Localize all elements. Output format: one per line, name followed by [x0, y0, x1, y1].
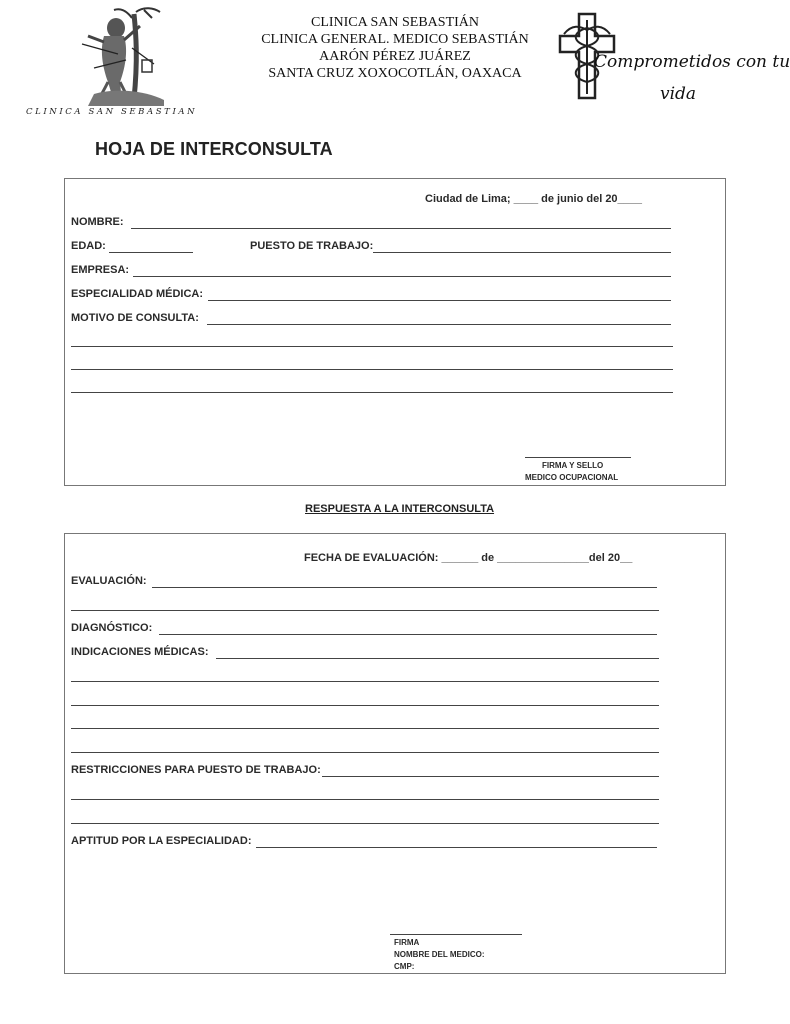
motivo-line-3[interactable] — [71, 369, 673, 370]
evaluacion-line-2[interactable] — [71, 610, 659, 611]
indicaciones-line-2[interactable] — [71, 681, 659, 682]
slogan-line-2: vida — [660, 84, 697, 104]
restricciones-label: RESTRICCIONES PARA PUESTO DE TRABAJO: — [71, 764, 321, 776]
indicaciones-line-4[interactable] — [71, 728, 659, 729]
firma-label: FIRMA — [394, 938, 420, 947]
motivo-line-4[interactable] — [71, 392, 673, 393]
slogan-line-1: Comprometidos con tu — [594, 52, 790, 72]
clinic-logo — [22, 4, 212, 122]
section-title-respuesta: RESPUESTA A LA INTERCONSULTA — [305, 503, 495, 515]
firma-sello-label: FIRMA Y SELLO — [542, 461, 604, 470]
clinic-header — [230, 14, 560, 82]
motivo-line[interactable] — [207, 324, 671, 325]
evaluacion-label: EVALUACIÓN: — [71, 575, 147, 587]
logo-caption: CLINICA SAN SEBASTIAN — [26, 107, 198, 117]
fecha-evaluacion-field[interactable]: FECHA DE EVALUACIÓN: ______ de _______________del 20__ — [304, 552, 633, 564]
header-line: CLINICA GENERAL. MEDICO SEBASTIÁN — [261, 32, 529, 47]
saint-sebastian-logo-icon — [74, 4, 170, 106]
firma-line[interactable] — [525, 457, 631, 458]
interconsulta-form — [64, 178, 726, 486]
diagnostico-label: DIAGNÓSTICO: — [71, 622, 153, 634]
firma-medico-line[interactable] — [390, 934, 522, 935]
evaluacion-line[interactable] — [152, 587, 657, 588]
puesto-label: PUESTO DE TRABAJO: — [250, 240, 374, 252]
slogan-logo — [548, 10, 790, 110]
empresa-label: EMPRESA: — [71, 264, 130, 276]
aptitud-label: APTITUD POR LA ESPECIALIDAD: — [71, 835, 252, 847]
edad-label: EDAD: — [71, 240, 106, 252]
especialidad-line[interactable] — [208, 300, 671, 301]
edad-line[interactable] — [109, 252, 193, 253]
medico-ocupacional-label: MEDICO OCUPACIONAL — [525, 473, 619, 482]
empresa-line[interactable] — [133, 276, 671, 277]
header-line: AARÓN PÉREZ JUÁREZ — [319, 49, 471, 64]
nombre-label: NOMBRE: — [71, 216, 124, 228]
puesto-line[interactable] — [373, 252, 671, 253]
respuesta-form — [64, 533, 726, 974]
diagnostico-line[interactable] — [159, 634, 657, 635]
indicaciones-line-3[interactable] — [71, 705, 659, 706]
indicaciones-label: INDICACIONES MÉDICAS: — [71, 646, 209, 658]
indicaciones-line[interactable] — [216, 658, 659, 659]
page-title: HOJA DE INTERCONSULTA — [95, 139, 333, 159]
motivo-line-2[interactable] — [71, 346, 673, 347]
restricciones-line[interactable] — [322, 776, 659, 777]
especialidad-label: ESPECIALIDAD MÉDICA: — [71, 288, 204, 300]
nombre-line[interactable] — [131, 228, 671, 229]
restricciones-line-3[interactable] — [71, 823, 659, 824]
cmp-label: CMP: — [394, 962, 415, 971]
motivo-label: MOTIVO DE CONSULTA: — [71, 312, 199, 324]
nombre-medico-label: NOMBRE DEL MEDICO: — [394, 950, 485, 959]
header-line: SANTA CRUZ XOXOCOTLÁN, OAXACA — [268, 66, 522, 81]
indicaciones-line-5[interactable] — [71, 752, 659, 753]
restricciones-line-2[interactable] — [71, 799, 659, 800]
aptitud-line[interactable] — [256, 847, 657, 848]
header-line: CLINICA SAN SEBASTIÁN — [310, 15, 479, 30]
city-date-field[interactable]: Ciudad de Lima; ____ de junio del 20____ — [425, 193, 643, 205]
